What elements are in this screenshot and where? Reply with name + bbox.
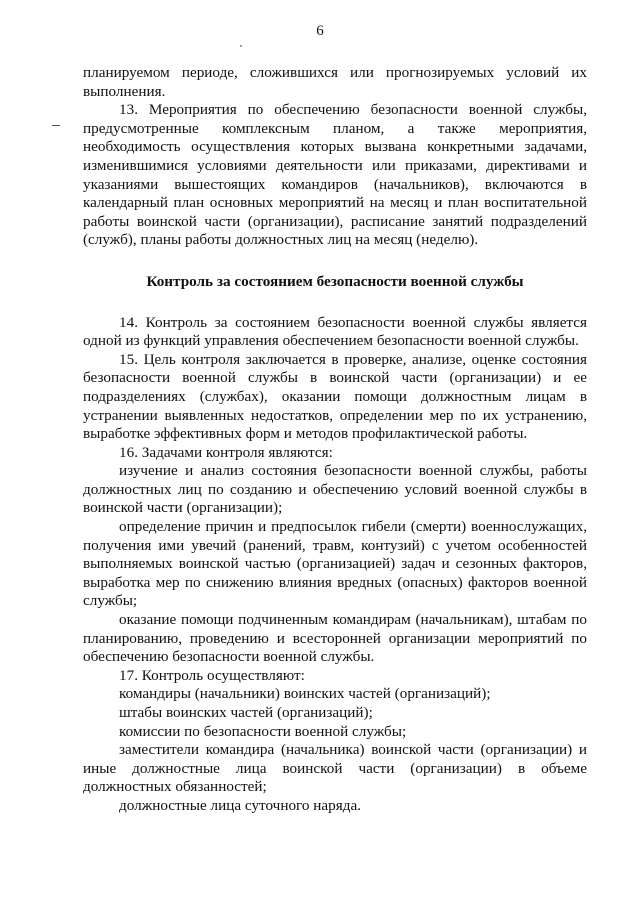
list-item-controller-4: заместители командира (начальника) воинской части (организации) и иные должностные лица воинской части (организации) в объеме должностных обязанностей;: [83, 741, 587, 796]
section-heading: Контроль за состоянием безопасности военной службы: [146, 272, 524, 290]
list-item-controller-5: должностные лица суточного наряда.: [119, 796, 361, 814]
paragraph-15: 15. Цель контроля заключается в проверке, анализе, оценке состояния безопасности военной службы в воинской части (организации) и ее подразделениях (службах), оказании помощи должностным лицам в устранении выявленных недостатков, определении мер по их устранению, выработке эффективных форм и методов профилактической работы.: [83, 350, 587, 443]
paragraph-16: 16. Задачами контроля являются:: [119, 443, 333, 461]
list-item-controller-1: командиры (начальники) воинских частей (организаций);: [119, 685, 491, 703]
margin-mark: [52, 125, 60, 126]
paragraph-continuation: планируемом периоде, сложившихся или прогнозируемых условий их выполнения.: [83, 64, 587, 100]
list-item-task-3: оказание помощи подчиненным командирам (начальникам), штабам по планированию, проведению и всесторонней организации мероприятий по обеспечению безопасности военной службы.: [83, 611, 587, 666]
page-number: 6: [316, 23, 324, 39]
list-item-task-2: определение причин и предпосылок гибели (смерти) военнослужащих, получения ими увечий (ранений, травм, контузий) с учетом особенностей выполняемых воинской частью (организацией) задач и сезонных факторов, выработка мер по снижению влияния вредных (опасных) факторов военной службы;: [83, 518, 587, 610]
scan-speck: [240, 45, 242, 47]
document-body: [83, 64, 587, 816]
list-item-controller-2: штабы воинских частей (организаций);: [119, 704, 373, 721]
paragraph-14: 14. Контроль за состоянием безопасности военной службы является одной из функций управления обеспечением безопасности военной службы.: [83, 313, 587, 350]
paragraph-13: 13. Мероприятия по обеспечению безопасности военной службы, предусмотренные комплексным планом, а также мероприятия, необходимость осуществления которых вызвана конкретными задачами, изменившимися условиями деятельности или приказами, директивами и указаниями вышестоящих командиров (начальников), включаются в календарный план основных мероприятий на месяц и план воспитательной работы воинской части (организации), расписание занятий подразделений (служб), планы работы должностных лиц на месяц (неделю).: [83, 101, 587, 249]
list-item-controller-3: комиссии по безопасности военной службы;: [119, 722, 407, 740]
list-item-task-1: изучение и анализ состояния безопасности военной службы, работы должностных лиц по созданию и обеспечению условий военной службы в воинской части (организации);: [83, 462, 587, 517]
paragraph-17: 17. Контроль осуществляют:: [119, 666, 305, 684]
